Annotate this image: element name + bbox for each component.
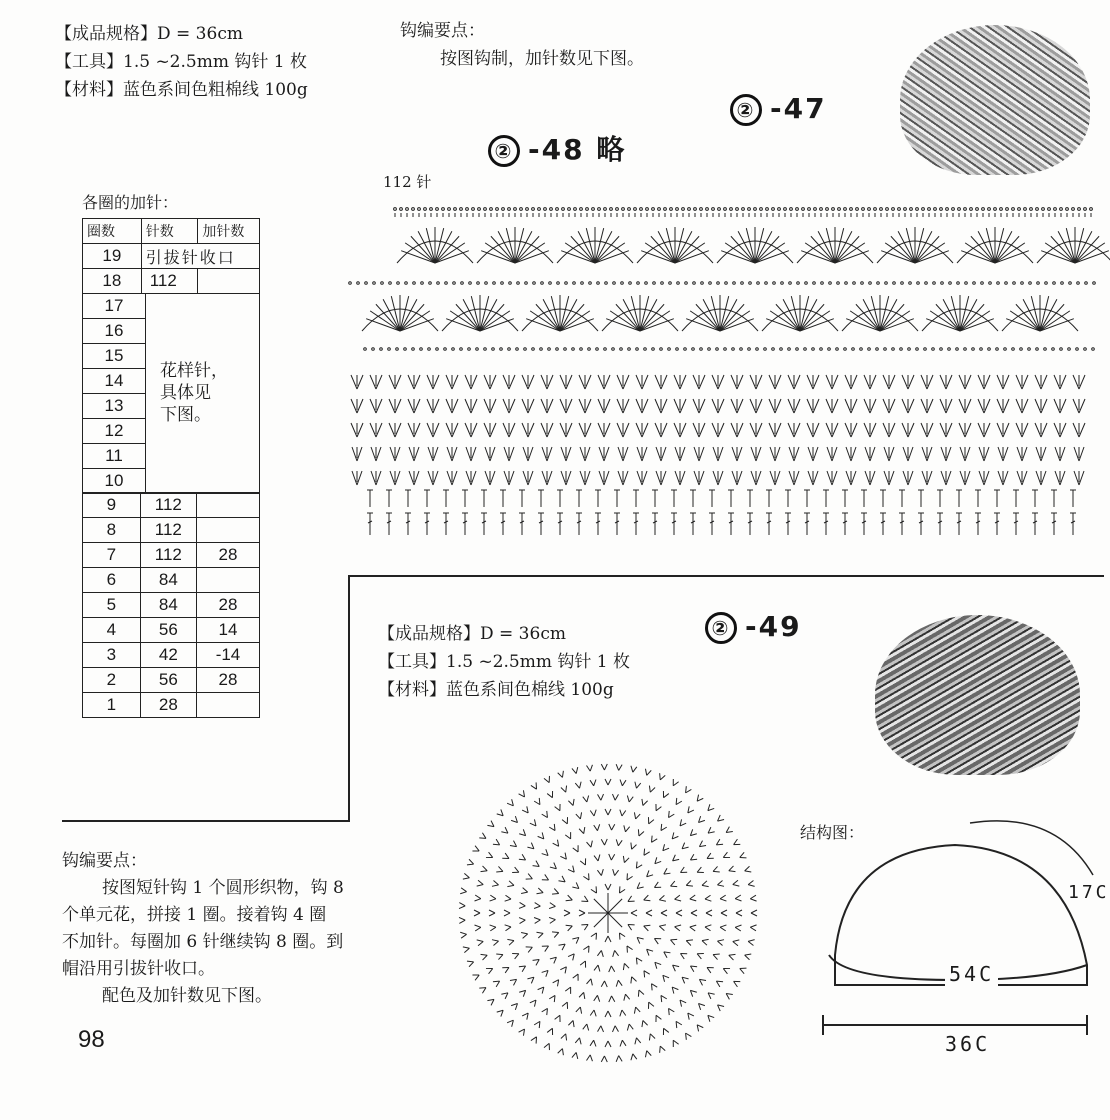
round-cell: 19 bbox=[83, 244, 142, 269]
increase-cell: 28 bbox=[196, 593, 259, 618]
notes-bottom-line3: 不加针。每圈加 6 针继续钩 8 圈。到 bbox=[62, 932, 344, 952]
table-row bbox=[83, 593, 260, 618]
stitches-cell: 84 bbox=[140, 593, 196, 618]
row19-note: 引拔针收口 bbox=[141, 244, 259, 269]
stitches-cell: 56 bbox=[140, 618, 196, 643]
divider-bottom bbox=[62, 820, 350, 822]
structure-heading: 结构图： bbox=[800, 823, 865, 842]
title-48-suffix: -48 略 bbox=[528, 133, 627, 166]
round-cell: 12 bbox=[83, 418, 146, 443]
notes-bottom-line1: 按图短针钩 1 个圆形织物，钩 8 bbox=[102, 878, 344, 898]
round-cell: 9 bbox=[83, 493, 141, 518]
notes-bottom-heading: 钩编要点： bbox=[62, 851, 147, 871]
circled-two-icon: ② bbox=[730, 94, 762, 126]
table-header-row bbox=[83, 219, 260, 244]
table-row bbox=[83, 493, 260, 518]
pattern-title-49 bbox=[705, 610, 802, 644]
round-cell: 15 bbox=[83, 343, 146, 368]
page-number: 98 bbox=[78, 1026, 105, 1053]
table-row bbox=[83, 568, 260, 593]
table-row bbox=[83, 269, 260, 294]
circumference-label: 54C bbox=[945, 962, 998, 986]
notes-bottom-line2: 个单元花，拼接 1 圈。接着钩 4 圈 bbox=[62, 905, 327, 925]
round-cell: 5 bbox=[83, 593, 141, 618]
spec49-size: 【成品规格】D = 36cm bbox=[378, 624, 566, 644]
notes-bottom bbox=[62, 848, 344, 1010]
stitches-cell: 42 bbox=[140, 643, 196, 668]
stitch-chart bbox=[345, 195, 1100, 555]
stitches-cell: 112 bbox=[140, 493, 196, 518]
pattern-note-line1: 花样针， bbox=[160, 361, 228, 381]
table-row bbox=[83, 543, 260, 568]
increase-table bbox=[82, 218, 260, 718]
notes-bottom-line4: 帽沿用引拔针收口。 bbox=[62, 959, 215, 979]
pattern-note-line2: 具体见 bbox=[160, 383, 211, 403]
increase-cell bbox=[196, 693, 259, 718]
spec-size: 【成品规格】D = 36cm bbox=[55, 24, 243, 44]
divider-horizontal bbox=[348, 575, 1104, 577]
round-cell: 18 bbox=[83, 269, 142, 294]
circled-two-icon: ② bbox=[705, 612, 737, 644]
round-cell: 14 bbox=[83, 368, 146, 393]
table-row bbox=[83, 668, 260, 693]
divider-vertical bbox=[348, 575, 350, 820]
round-cell: 1 bbox=[83, 693, 141, 718]
increase-cell bbox=[198, 269, 260, 294]
height-label: 17C bbox=[1068, 882, 1110, 903]
round-cell: 8 bbox=[83, 518, 141, 543]
stitches-cell: 112 bbox=[140, 518, 196, 543]
round-cell: 3 bbox=[83, 643, 141, 668]
spec49-tools: 【工具】1.5 ~2.5mm 钩针 1 枚 bbox=[378, 652, 630, 672]
round-cell: 6 bbox=[83, 568, 141, 593]
increase-cell bbox=[196, 568, 259, 593]
stitches-cell: 28 bbox=[140, 693, 196, 718]
notes-top bbox=[400, 17, 644, 73]
round-cell: 4 bbox=[83, 618, 141, 643]
stitches-cell: 84 bbox=[140, 568, 196, 593]
pattern-title-48 bbox=[488, 128, 626, 168]
notes-top-text: 按图钩制，加针数见下图。 bbox=[440, 49, 644, 69]
width-label: 36C bbox=[945, 1032, 991, 1056]
spec-block-49 bbox=[378, 620, 630, 704]
col-header-increase: 加针数 bbox=[198, 219, 260, 244]
hat-photo-47 bbox=[900, 25, 1090, 175]
rounds-table bbox=[82, 492, 260, 718]
round-cell: 10 bbox=[83, 468, 146, 493]
pattern-note-line3: 下图。 bbox=[160, 405, 211, 425]
notes-bottom-line5: 配色及加针数见下图。 bbox=[102, 986, 272, 1006]
table-row bbox=[83, 518, 260, 543]
chart-stitch-count: 112 针 bbox=[383, 173, 432, 191]
circled-two-icon: ② bbox=[488, 135, 520, 167]
increase-table-heading: 各圈的加针： bbox=[82, 193, 179, 212]
col-header-stitches: 针数 bbox=[141, 219, 198, 244]
stitches-cell: 112 bbox=[141, 269, 198, 294]
round-cell: 2 bbox=[83, 668, 141, 693]
pattern-note bbox=[146, 293, 260, 493]
col-header-round: 圈数 bbox=[83, 219, 142, 244]
pattern-title-47 bbox=[730, 92, 827, 126]
stitches-cell: 56 bbox=[140, 668, 196, 693]
increase-cell: 14 bbox=[196, 618, 259, 643]
table-row bbox=[83, 618, 260, 643]
round-cell: 16 bbox=[83, 318, 146, 343]
spec49-material: 【材料】蓝色系间色棉线 100g bbox=[378, 680, 614, 700]
table-row bbox=[83, 693, 260, 718]
stitches-cell: 112 bbox=[140, 543, 196, 568]
table-row bbox=[83, 643, 260, 668]
round-cell: 11 bbox=[83, 443, 146, 468]
round-cell: 17 bbox=[83, 293, 146, 318]
round-cell: 13 bbox=[83, 393, 146, 418]
circular-stitch-chart bbox=[448, 765, 768, 1065]
notes-top-heading: 钩编要点： bbox=[400, 21, 485, 41]
spec-material: 【材料】蓝色系间色粗棉线 100g bbox=[55, 80, 308, 100]
spec-block-top bbox=[55, 20, 308, 104]
increase-cell: -14 bbox=[196, 643, 259, 668]
increase-cell bbox=[196, 493, 259, 518]
increase-cell: 28 bbox=[196, 543, 259, 568]
title-47-suffix: -47 bbox=[770, 92, 827, 125]
pattern-rounds-table bbox=[82, 293, 260, 494]
increase-cell: 28 bbox=[196, 668, 259, 693]
round-cell: 7 bbox=[83, 543, 141, 568]
increase-cell bbox=[196, 518, 259, 543]
spec-tools: 【工具】1.5 ~2.5mm 钩针 1 枚 bbox=[55, 52, 307, 72]
title-49-suffix: -49 bbox=[745, 610, 802, 643]
table-row bbox=[83, 244, 260, 269]
hat-photo-49 bbox=[875, 615, 1080, 775]
